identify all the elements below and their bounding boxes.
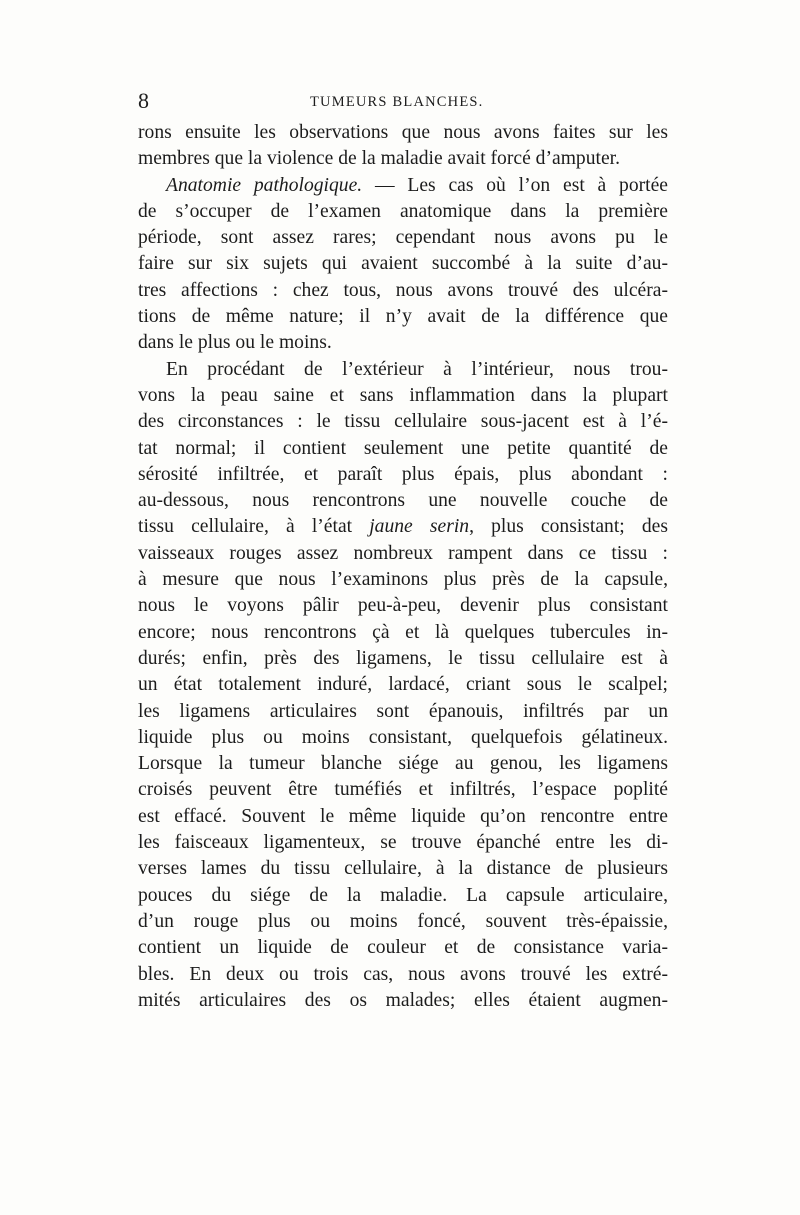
- line-text: verses lames du tissu cellulaire, à la distance de plusieurs: [138, 858, 668, 880]
- text-line: [138, 462, 668, 488]
- text-line: [138, 199, 668, 225]
- line-text: les ligamens articulaires sont épanouis, infiltrés par un: [138, 700, 668, 722]
- line-text: dans le plus ou le moins.: [138, 332, 332, 354]
- text-line: [138, 330, 668, 356]
- text-line: [138, 883, 668, 909]
- line-text: des circonstances : le tissu cellulaire sous-jacent est à l’é-: [138, 411, 668, 433]
- line-text: est effacé. Souvent le même liquide qu’on rencontre entre: [138, 805, 668, 827]
- text-line: [138, 856, 668, 882]
- text-line: [138, 699, 668, 725]
- line-text: contient un liquide de couleur et de consistance varia-: [138, 937, 668, 959]
- text-line: [138, 935, 668, 961]
- text-line: [138, 830, 668, 856]
- line-text: , plus consistant; des: [469, 516, 668, 538]
- text-line: [138, 988, 668, 1014]
- text-line: [138, 962, 668, 988]
- text-line: [138, 251, 668, 277]
- line-text: faire sur six sujets qui avaient succombé à la suite d’au-: [138, 253, 668, 275]
- italic-heading: Anatomie pathologique.: [166, 174, 363, 196]
- text-line: [138, 383, 668, 409]
- line-text: période, sont assez rares; cependant nous avons pu le: [138, 227, 668, 249]
- text-line: [138, 278, 668, 304]
- page-number: 8: [138, 88, 149, 113]
- text-line: [138, 646, 668, 672]
- text-line: [138, 120, 668, 146]
- running-title: TUMEURS BLANCHES.: [310, 94, 484, 110]
- text-line: [138, 146, 668, 172]
- line-text: Lorsque la tumeur blanche siége au genou, les ligamens: [138, 753, 668, 775]
- line-text: bles. En deux ou trois cas, nous avons trouvé les extré-: [138, 963, 668, 985]
- text-line: [138, 620, 668, 646]
- line-text: liquide plus ou moins consistant, quelquefois gélatineux.: [138, 726, 668, 748]
- line-text: vons la peau saine et sans inflammation dans la plupart: [138, 384, 668, 406]
- text-line: [138, 514, 668, 540]
- line-text: tions de même nature; il n’y avait de la différence que: [138, 306, 668, 328]
- line-text: au-dessous, nous rencontrons une nouvelle couche de: [138, 490, 668, 512]
- text-line: [138, 672, 668, 698]
- line-text: pouces du siége de la maladie. La capsule articulaire,: [138, 884, 668, 906]
- line-text: mités articulaires des os malades; elles étaient augmen-: [138, 989, 668, 1011]
- text-line: [138, 567, 668, 593]
- text-line: [138, 304, 668, 330]
- line-text: d’un rouge plus ou moins foncé, souvent très-épaissie,: [138, 910, 668, 932]
- line-text: durés; enfin, près des ligamens, le tissu cellulaire est à: [138, 647, 668, 669]
- line-text: les faisceaux ligamenteux, se trouve épanché entre les di-: [138, 832, 668, 854]
- text-line: [138, 436, 668, 462]
- line-text: encore; nous rencontrons çà et là quelques tubercules in-: [138, 621, 668, 643]
- text-line: [138, 357, 668, 383]
- text-line: [138, 725, 668, 751]
- line-text: nous le voyons pâlir peu-à-peu, devenir plus consistant: [138, 595, 668, 617]
- line-text: rons ensuite les observations que nous avons faites sur les: [138, 122, 668, 143]
- line-text: tat normal; il contient seulement une petite quantité de: [138, 437, 668, 459]
- text-line: [138, 488, 668, 514]
- line-text: vaisseaux rouges assez nombreux rampent dans ce tissu :: [138, 542, 668, 564]
- text-line: [138, 777, 668, 803]
- text-line: [138, 173, 668, 199]
- body-text: [138, 120, 668, 1014]
- text-line: [138, 541, 668, 567]
- page-header: [138, 88, 666, 118]
- text-line: [138, 909, 668, 935]
- line-text: un état totalement induré, lardacé, criant sous le scalpel;: [138, 674, 668, 696]
- line-text: membres que la violence de la maladie avait forcé d’amputer.: [138, 148, 621, 170]
- line-text: En procédant de l’extérieur à l’intérieur, nous trou-: [166, 358, 668, 380]
- line-text: — Les cas où l’on est à portée: [362, 174, 668, 196]
- text-line: [138, 225, 668, 251]
- text-line: [138, 409, 668, 435]
- line-text: sérosité infiltrée, et paraît plus épais, plus abondant :: [138, 463, 668, 485]
- line-text: tres affections : chez tous, nous avons trouvé des ulcéra-: [138, 279, 668, 301]
- text-line: [138, 751, 668, 777]
- italic-phrase: jaune serin: [369, 516, 470, 538]
- text-line: [138, 593, 668, 619]
- text-line: [138, 804, 668, 830]
- line-text: à mesure que nous l’examinons plus près de la capsule,: [138, 569, 668, 591]
- line-text: croisés peuvent être tuméfiés et infiltrés, l’espace poplité: [138, 779, 668, 801]
- line-text: de s’occuper de l’examen anatomique dans la première: [138, 200, 668, 222]
- line-text-pre: tissu cellulaire, à l’état: [138, 516, 370, 538]
